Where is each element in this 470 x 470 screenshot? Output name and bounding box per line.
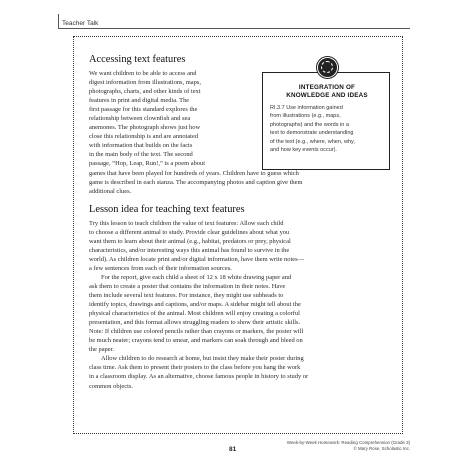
intro-continuation	[89, 169, 389, 196]
text-line: a few sentences from each of their information sources.	[89, 264, 232, 272]
text-line: with information that builds on the facts	[89, 142, 193, 150]
header-label: Teacher Talk	[62, 20, 99, 27]
text-line: identify topics, drawings and captions, and/or maps. A sidebar might tell about the	[89, 301, 301, 309]
text-line: in a classroom display. As an alternative, choose famous people in history to study or	[89, 373, 309, 381]
lesson-paragraph-1	[89, 219, 389, 273]
lesson-paragraph-3	[89, 354, 389, 390]
badge-ring	[321, 61, 333, 73]
footer-credit	[287, 440, 410, 451]
text-line: characteristics, and/or interesting ways this animal has found to survive in the	[89, 246, 290, 254]
intro-paragraph	[89, 69, 251, 169]
text-line: relationship between clownfish and sea	[89, 115, 191, 123]
text-line: photographs, charts, and other kinds of text	[89, 88, 201, 96]
text-line: physical characteristics of the animal. Most children will enjoy creating a colorful	[89, 310, 300, 318]
standard-title	[267, 84, 387, 100]
text-line: to choose a different animal to study. Provide clear guidelines about what you	[89, 228, 290, 236]
standard-line: photographs) and the words in a	[270, 121, 349, 128]
text-line: class time. Ask them to present their posters to the class before you hang the work	[89, 364, 301, 372]
standard-title-line: INTEGRATION OF	[298, 84, 356, 91]
text-line: game is described in each stanza. The accompanying photos and caption give them	[89, 178, 303, 186]
standard-line: RI.3.7 Use information gained	[270, 105, 343, 111]
text-line: digest information from illustrations, maps,	[89, 79, 201, 87]
text-line: additional clues.	[89, 187, 132, 195]
standard-line: and how key events occur).	[270, 147, 337, 154]
lesson-paragraph-2	[89, 273, 389, 354]
text-line: anemones. The photograph shows just how	[89, 124, 201, 132]
text-line: first passage for this standard explores the	[89, 106, 198, 114]
text-line: ask them to create a poster that contains the information in their notes. Have	[89, 282, 286, 290]
text-line: Allow children to do research at home, but insist they make their poster during	[101, 355, 304, 363]
text-line: features in print and digital media. The	[89, 97, 190, 105]
page-number: 81	[229, 446, 237, 453]
main-content	[89, 54, 389, 391]
section-accessing-text-features	[89, 54, 389, 196]
standard-description	[270, 104, 386, 154]
text-line: close this relationship is and are annotated	[89, 133, 199, 141]
header-rule	[58, 28, 410, 29]
text-line: world). As children locate print and/or digital information, have them write notes—	[89, 255, 305, 263]
text-line: For the report, give each child a sheet of 12 x 18 white drawing paper and	[101, 273, 292, 281]
text-line: them include several text features. For instance, they might use subheads to	[89, 292, 284, 300]
text-line: Try this lesson to teach children the value of text features: Allow each child	[89, 219, 284, 227]
standard-title-line: KNOWLEDGE AND IDEAS	[286, 92, 368, 99]
text-line: We want children to be able to access and	[89, 70, 197, 77]
text-line: in the main body of the text. The second	[89, 151, 193, 159]
credit-line: © Mary Rose, Scholastic Inc.	[353, 445, 410, 451]
section-title-lesson: Lesson idea for teaching text features	[89, 203, 245, 215]
text-line: passage, “Hop, Leap, Run!,” is a poem about	[89, 160, 206, 168]
text-line: Note: If children use colored pencils rather than crayons or markers, the poster will	[89, 328, 304, 336]
section-lesson-idea	[89, 204, 389, 391]
credit-line: Week-by-Week Homework: Reading Comprehension (Grade 3)	[286, 440, 410, 445]
text-line: games that have been played for hundreds of years. Children have to guess which	[89, 169, 299, 177]
text-line: presentation, and this format allows struggling readers to show their artistic skills.	[89, 319, 301, 327]
standard-line: text to demonstrate understanding	[270, 130, 354, 137]
section-title-accessing: Accessing text features	[89, 54, 186, 65]
text-line: want them to learn about their animal (e.g., habitat, predators or prey, physical	[89, 237, 291, 245]
text-line: be much neater; crayons tend to smear, and markers can soak through and bleed on	[89, 337, 303, 345]
header-corner-mark	[58, 14, 59, 28]
text-line: common objects.	[89, 382, 133, 390]
standard-line: from illustrations (e.g., maps,	[270, 113, 341, 120]
standard-callout-box	[262, 72, 390, 170]
text-line: the paper.	[89, 346, 115, 354]
standard-badge-icon	[317, 57, 338, 78]
standard-line: of the text (e.g., where, when, why,	[270, 138, 355, 145]
